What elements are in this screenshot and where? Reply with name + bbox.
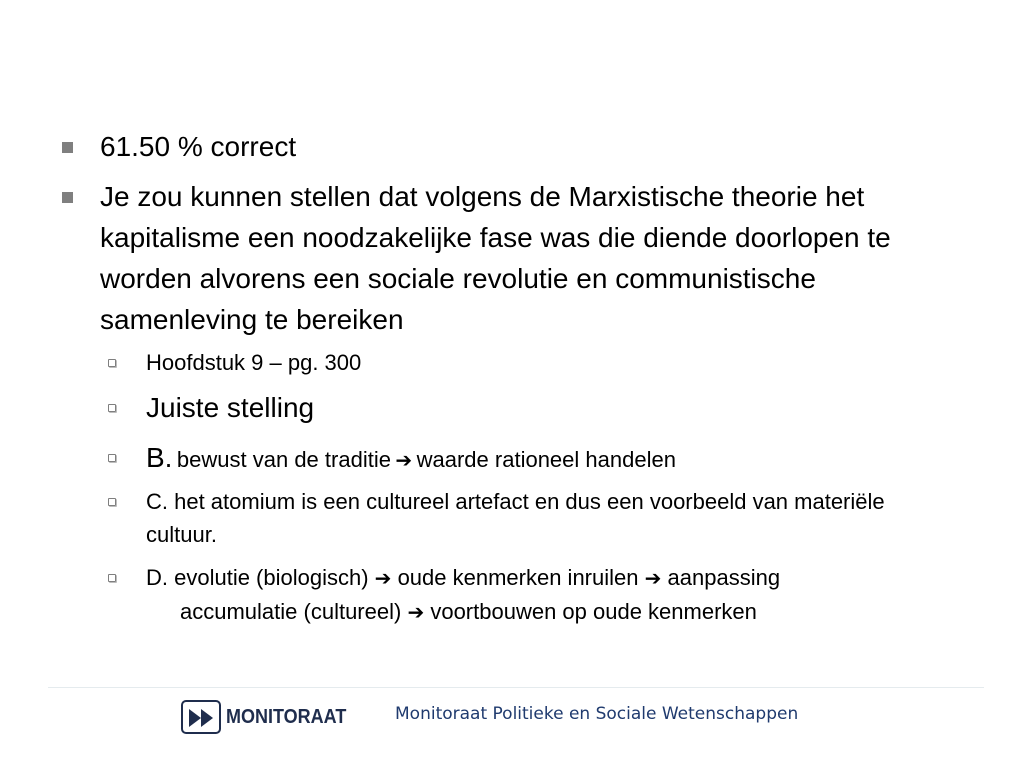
answer-part: voortbouwen op oude kenmerken [430, 599, 757, 624]
arrow-right-icon: ➔ [407, 600, 425, 624]
footer [0, 690, 1024, 768]
sub-item-text: Juiste stelling [146, 392, 315, 423]
triangle-shape [201, 709, 213, 727]
sub-item-c [108, 485, 928, 551]
sub-item-b [108, 440, 928, 481]
arrow-right-icon: ➔ [395, 448, 413, 472]
answer-part: accumulatie (cultureel) [180, 599, 402, 624]
triangle-shape [189, 709, 201, 727]
bullet-text: Je zou kunnen stellen dat volgens de Marxistische theorie het kapitalisme een noodzakelijke fase was die diende doorlopen te worden alvorens een sociale revolutie en communistische samenleving te bereiken [100, 181, 891, 335]
hollow-square-bullet-icon [108, 404, 116, 412]
fast-forward-icon [181, 700, 221, 734]
answer-part: aanpassing [667, 565, 781, 590]
square-bullet-icon [62, 142, 73, 153]
answer-part: oude kenmerken inruilen [397, 565, 639, 590]
sub-item-correct [108, 390, 928, 426]
bullet-text: 61.50 % correct [100, 131, 297, 162]
bullet-item-statement [62, 176, 942, 340]
bullet-item-score [62, 126, 942, 167]
footer-caption: Monitoraat Politieke en Sociale Wetenschappen [395, 704, 799, 724]
arrow-right-icon: ➔ [644, 566, 662, 590]
hollow-square-bullet-icon [108, 359, 116, 367]
answer-letter: B. [146, 442, 173, 473]
answer-part: bewust van de traditie [176, 447, 391, 472]
sub-item-text: C. het atomium is een cultureel artefact en dus een voorbeeld van materiële cultuur. [146, 489, 885, 547]
sub-item-d [108, 561, 928, 629]
square-bullet-icon [62, 192, 73, 203]
answer-part: waarde rationeel handelen [416, 447, 676, 472]
sub-item-text: Hoofdstuk 9 – pg. 300 [146, 350, 362, 375]
hollow-square-bullet-icon [108, 498, 116, 506]
monitoraat-logo [181, 700, 360, 734]
hollow-square-bullet-icon [108, 574, 116, 582]
answer-part: D. evolutie (biologisch) [146, 565, 369, 590]
sub-item-chapter [108, 346, 928, 379]
footer-divider [48, 687, 984, 688]
arrow-right-icon: ➔ [374, 566, 392, 590]
sub-item-text [146, 440, 928, 481]
sub-item-continuation [146, 595, 928, 629]
hollow-square-bullet-icon [108, 454, 116, 462]
sub-item-text [146, 561, 928, 629]
logo-text: MONITORAAT [226, 705, 347, 728]
